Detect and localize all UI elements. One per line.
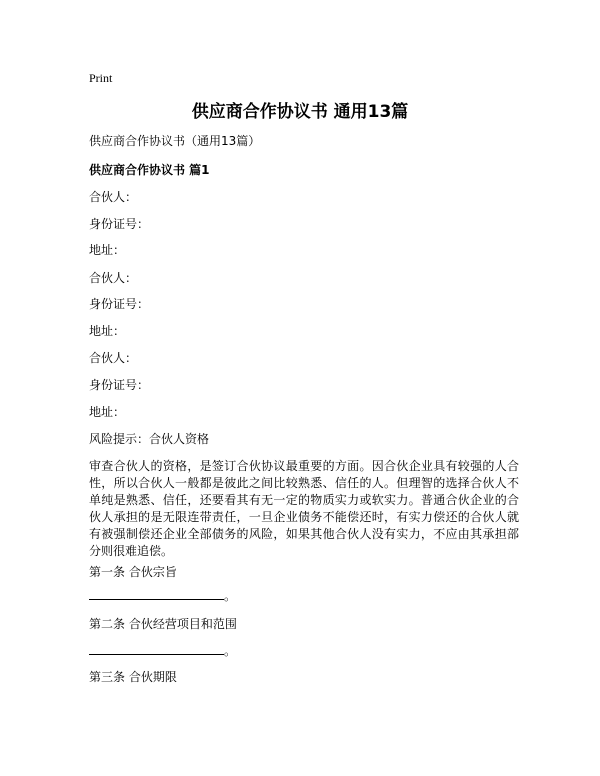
blank-suffix: 。 <box>224 589 237 603</box>
article-3-heading: 第三条 合伙期限 <box>89 670 177 684</box>
field-partner-1: 合伙人： <box>89 190 138 204</box>
field-address-3: 地址： <box>89 405 126 419</box>
print-label: Print <box>89 71 113 85</box>
field-id-2: 身份证号： <box>89 297 150 311</box>
field-id-3: 身份证号： <box>89 378 150 392</box>
section-heading: 供应商合作协议书 篇1 <box>89 163 210 177</box>
document-title: 供应商合作协议书 通用13篇 <box>191 102 409 122</box>
document-subtitle: 供应商合作协议书（通用13篇） <box>89 134 261 148</box>
article-1-heading: 第一条 合伙宗旨 <box>89 565 177 579</box>
fill-in-line <box>89 588 224 600</box>
field-address-2: 地址： <box>89 324 126 338</box>
article-1-blank <box>89 588 236 604</box>
article-2-heading: 第二条 合伙经营项目和范围 <box>89 617 237 631</box>
field-partner-3: 合伙人： <box>89 351 138 365</box>
risk-tip: 风险提示：合伙人资格 <box>89 432 210 446</box>
fill-in-line <box>89 643 224 655</box>
field-address-1: 地址： <box>89 243 126 257</box>
field-partner-2: 合伙人： <box>89 271 138 285</box>
blank-suffix: 。 <box>224 644 237 658</box>
field-id-1: 身份证号： <box>89 217 150 231</box>
risk-paragraph: 审查合伙人的资格，是签订合伙协议最重要的方面。因合伙企业具有较强的人合性，所以合伙人一般都是彼此之间比较熟悉、信任的人。但理智的选择合伙人不单纯是熟悉、信任，还要看其有无一定的物质实力或软实力。普通合伙企业的合伙人承担的是无限连带责任，一旦企业债务不能偿还时，有实力偿还的合伙人就有被强制偿还企业全部债务的风险，如果其他合伙人没有实力，不应由其承担部分则很难追偿。 <box>89 459 519 558</box>
article-2-blank <box>89 643 236 659</box>
